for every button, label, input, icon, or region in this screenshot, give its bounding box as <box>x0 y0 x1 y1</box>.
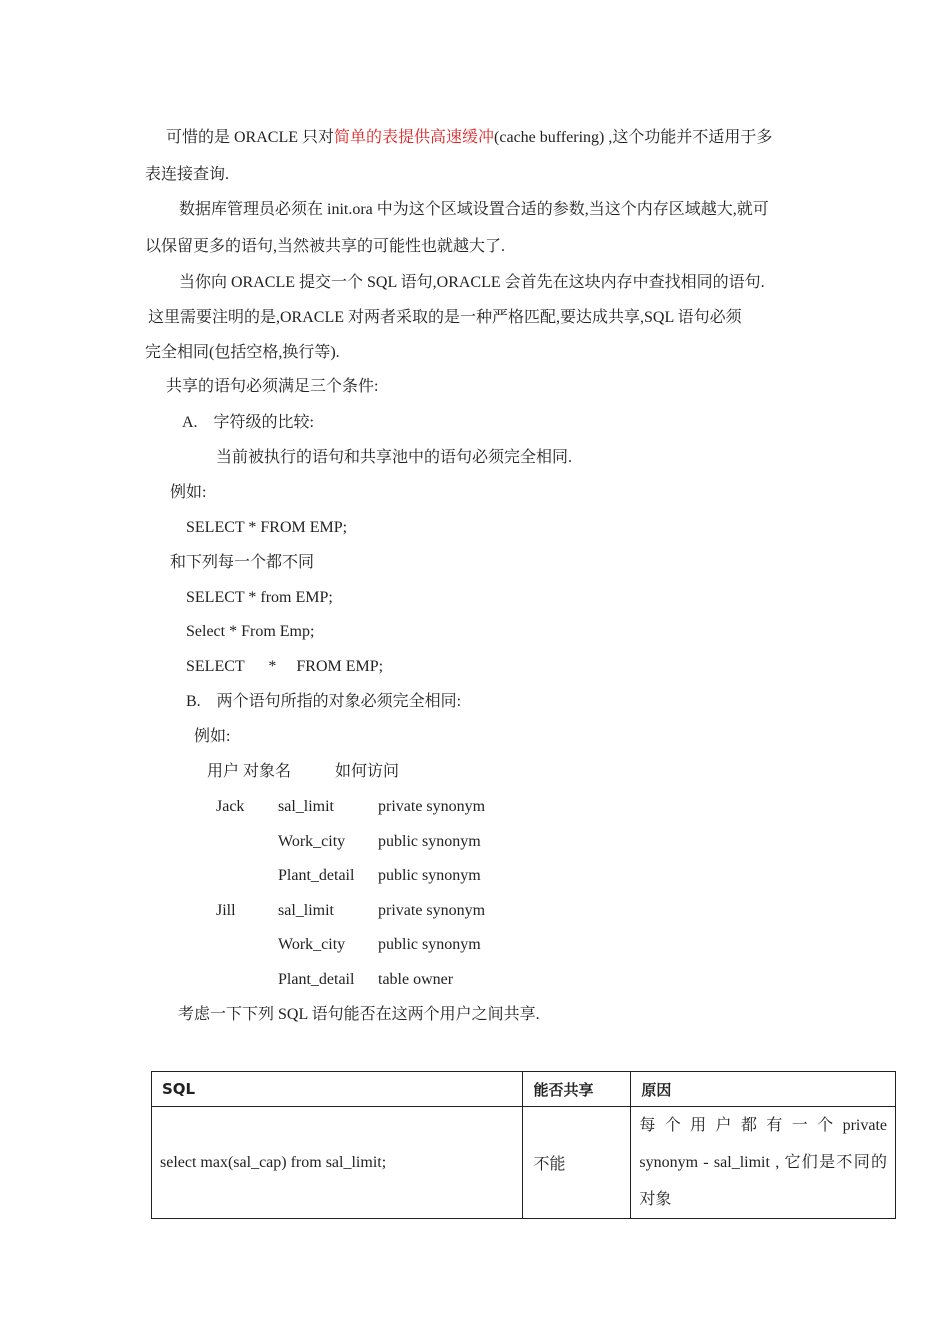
paragraph-2-line-1: 数据库管理员必须在 init.ora 中为这个区域设置合适的参数,当这个内存区域越大,就可 <box>179 201 769 218</box>
paragraph-1-line-1 <box>166 128 772 148</box>
object-access: table owner <box>378 971 454 988</box>
example-label-2: 例如: <box>194 728 231 745</box>
p1-text-a: 可惜的是 ORACLE 只对 <box>166 129 335 146</box>
table-row <box>152 1107 896 1219</box>
table-header-row <box>152 1072 896 1107</box>
paragraph-1-line-2: 表连接查询. <box>145 166 230 183</box>
object-user: Jill <box>216 902 236 919</box>
sharing-table <box>151 1071 896 1219</box>
paragraph-3-line-3: 完全相同(包括空格,换行等). <box>145 344 340 361</box>
paragraph-3-line-2: 这里需要注明的是,ORACLE 对两者采取的是一种严格匹配,要达成共享,SQL 语句必须 <box>148 309 742 326</box>
item-a-heading: A. 字符级的比较: <box>182 414 315 431</box>
item-b-heading: B. 两个语句所指的对象必须完全相同: <box>186 693 462 710</box>
cell-sql: select max(sal_cap) from sal_limit; <box>152 1107 523 1219</box>
differs-label: 和下列每一个都不同 <box>170 554 315 571</box>
p1-text-b: (cache buffering) ,这个功能并不适用于多 <box>494 129 773 146</box>
cell-reason: 每 个 用 户 都 有 一 个 private synonym - sal_limit , 它们是不同的对象 <box>631 1107 896 1219</box>
sql-example-3: Select * From Emp; <box>186 623 315 640</box>
object-name: Plant_detail <box>278 971 355 988</box>
example-label-1: 例如: <box>170 484 207 501</box>
object-name: Work_city <box>278 936 346 953</box>
object-name: Plant_detail <box>278 867 355 884</box>
conditions-intro: 共享的语句必须满足三个条件: <box>166 378 379 395</box>
sql-example-1: SELECT * FROM EMP; <box>186 519 348 536</box>
object-name: sal_limit <box>278 902 334 919</box>
object-access: public synonym <box>378 833 481 850</box>
paragraph-2-line-2: 以保留更多的语句,当然被共享的可能性也就越大了. <box>145 238 506 255</box>
sql-example-2: SELECT * from EMP; <box>186 589 333 606</box>
header-reason: 原因 <box>631 1072 896 1107</box>
object-name: Work_city <box>278 833 346 850</box>
cell-share: 不能 <box>523 1107 631 1219</box>
header-sql: SQL <box>152 1072 523 1107</box>
object-name: sal_limit <box>278 798 334 815</box>
header-share: 能否共享 <box>523 1072 631 1107</box>
paragraph-3-line-1: 当你向 ORACLE 提交一个 SQL 语句,ORACLE 会首先在这块内存中查找相同的语句. <box>179 274 765 291</box>
consider-text: 考虑一下下列 SQL 语句能否在这两个用户之间共享. <box>178 1006 540 1023</box>
sql-example-4: SELECT * FROM EMP; <box>186 658 384 675</box>
object-access: private synonym <box>378 902 486 919</box>
item-a-description: 当前被执行的语句和共享池中的语句必须完全相同. <box>216 449 573 466</box>
object-user: Jack <box>216 798 245 815</box>
object-access: private synonym <box>378 798 486 815</box>
object-access: public synonym <box>378 936 481 953</box>
object-access: public synonym <box>378 867 481 884</box>
p1-highlight: 简单的表提供高速缓冲 <box>334 129 495 146</box>
objects-header: 用户 对象名 如何访问 <box>207 763 400 780</box>
